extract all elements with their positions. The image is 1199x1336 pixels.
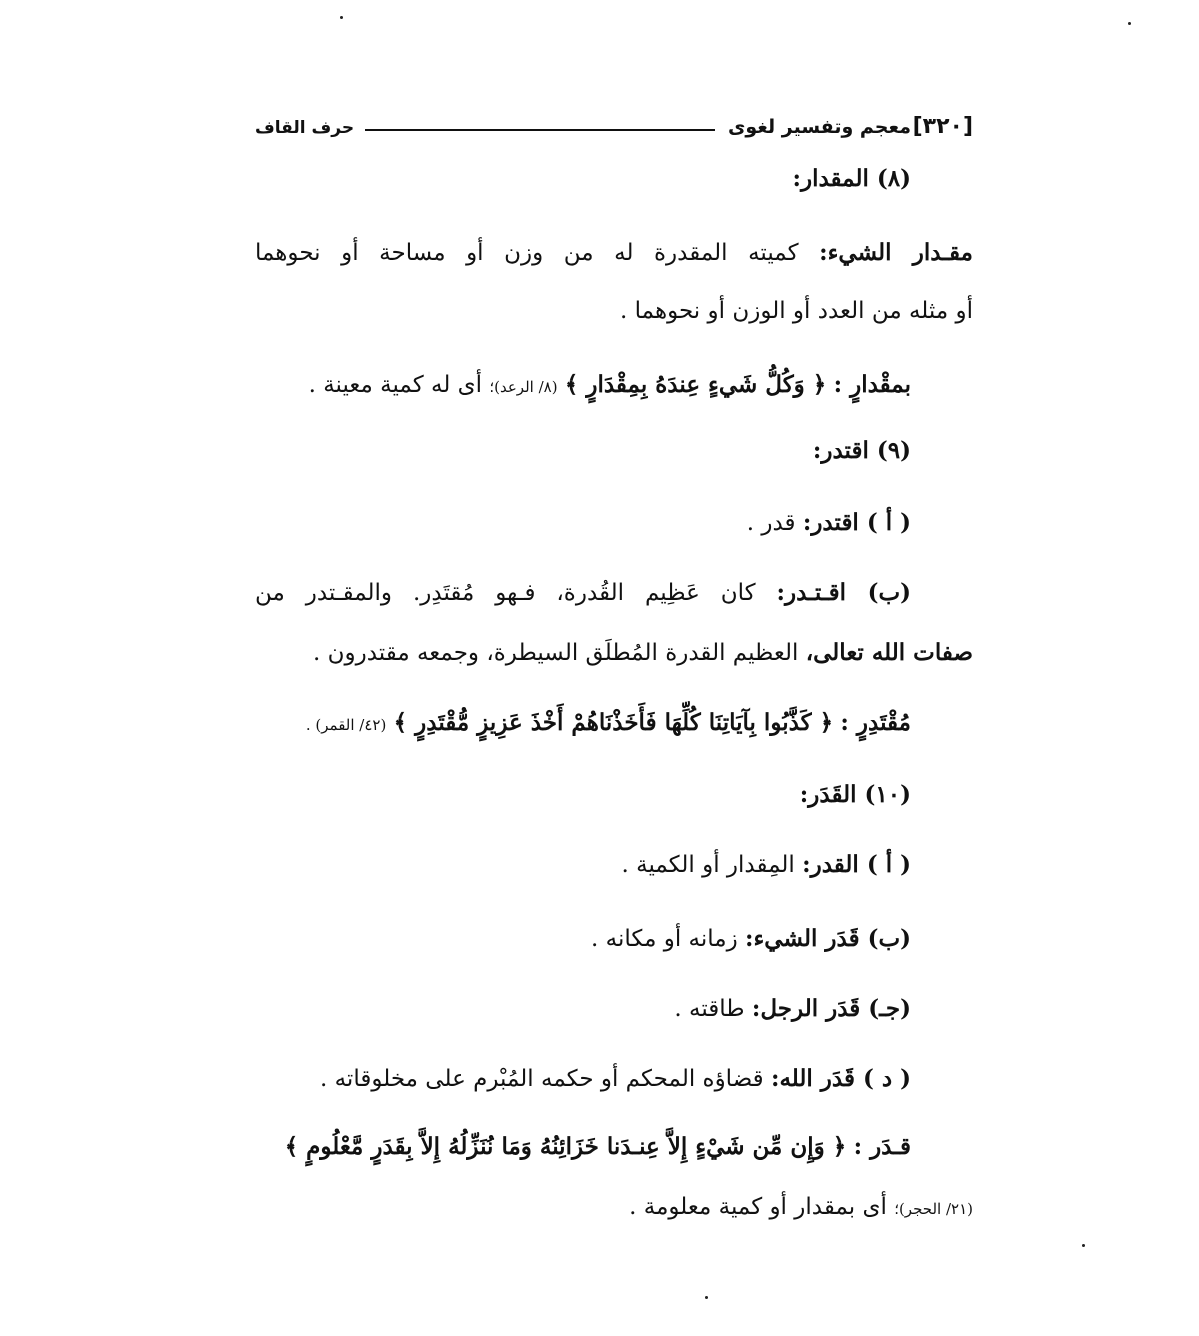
entry-8-definition-text: كميته المقدرة له من وزن أو مساحة أو نحوهما [255, 240, 799, 266]
entry-9b-text: كان عَظِيم القُدرة، فـهو مُقتَدِر. والمقـتدر من [255, 580, 756, 606]
entry-10b-text: زمانه أو مكانه . [591, 926, 738, 952]
entry-10c-text: طاقته . [674, 996, 745, 1022]
entry-9b-line-2 [313, 636, 973, 671]
entry-10d [320, 1062, 911, 1097]
entry-9a-label: ( أ ) اقتدر: [802, 509, 911, 536]
entry-10a [621, 848, 911, 883]
entry-8-example [309, 368, 911, 403]
entry-9-example [306, 706, 911, 741]
book-title: معجم وتفسير لغوى [727, 116, 911, 138]
entry-9b-line-1 [255, 576, 911, 611]
entry-10-title: (١٠) القَدَر: [799, 781, 911, 808]
entry-8-example-term: بمقْدارٍ : [833, 371, 911, 398]
entry-9-ayah: ﴿ كَذَّبُوا بِآيَاتِنَا كُلِّهَا فَأَخَذْنَاهُمْ أَخْذَ عَزِيزٍ مُّقْتَدِرٍ ﴾ [393, 709, 834, 736]
entry-9-example-term: مُقْتَدِرٍ : [840, 709, 911, 736]
entry-8-example-explanation: أى له كمية معينة . [308, 372, 483, 398]
entry-9b-line-2-text: العظيم القدرة المُطلَق السيطرة، وجمعه مقتدرون . [312, 640, 799, 666]
entry-10-example-explanation: أى بمقدار أو كمية معلومة . [629, 1194, 887, 1220]
entry-10a-label: ( أ ) القدر: [802, 851, 911, 878]
scan-speck [1128, 22, 1131, 25]
entry-9-ayah-reference: (٤٢/ القمر) . [305, 716, 387, 734]
entry-8-ayah-reference: (٨/ الرعد)؛ [489, 378, 558, 396]
entry-8-ayah: ﴿ وَكُلُّ شَيءٍ عِندَهُ بِمِقْدَارٍ ﴾ [564, 371, 827, 398]
entry-10b-label: (ب) قَدَر الشيء: [745, 925, 911, 952]
entry-10b [591, 922, 911, 957]
entry-9a [747, 506, 911, 541]
page-header [255, 112, 973, 148]
scan-speck [1082, 1244, 1085, 1247]
entry-9-title: (٩) اقتدر: [812, 437, 911, 464]
entry-8-definition-line-2: أو مثله من العدد أو الوزن أو نحوهما . [620, 298, 973, 324]
entry-10-example-term: قـدَر : [853, 1133, 911, 1160]
entry-10d-text: قضاؤه المحكم أو حكمه المُبْرم على مخلوقاته . [319, 1066, 764, 1092]
scan-speck [340, 16, 343, 19]
entry-8-term: مقـدار الشيء: [819, 239, 973, 266]
entry-9b-line-2-bold: صفات الله تعالى، [805, 639, 973, 666]
entry-10-ayah: ﴿ وَإِن مِّن شَيْءٍ إِلاَّ عِنـدَنا خَزَائِنُهُ وَمَا نُنَزِّلُهُ إِلاَّ بِقَدَرٍ مَّعْلُومٍ ﴾ [284, 1133, 847, 1160]
entry-8-definition-line-1 [255, 236, 973, 271]
entry-9a-text: قدر . [746, 510, 796, 536]
entry-10a-text: المِقدار أو الكمية . [621, 852, 795, 878]
entry-10c-label: (جـ) قَدَر الرجل: [751, 995, 911, 1022]
entry-10-example [285, 1130, 911, 1165]
entry-10c [674, 992, 911, 1027]
entry-10d-label: ( د ) قَدَر الله: [770, 1065, 911, 1092]
header-rule [365, 129, 715, 131]
scan-speck [705, 1296, 708, 1299]
section-title: حرف القاف [255, 118, 355, 138]
entry-8-title: (٨) المقدار: [792, 165, 911, 192]
entry-10-example-line-2 [629, 1190, 973, 1225]
entry-9b-label: (ب) اقـتـدر: [776, 579, 911, 606]
page-number: [٣٢٠] [912, 114, 973, 139]
entry-10-ayah-reference: (٢١/ الحجر)؛ [894, 1200, 973, 1218]
